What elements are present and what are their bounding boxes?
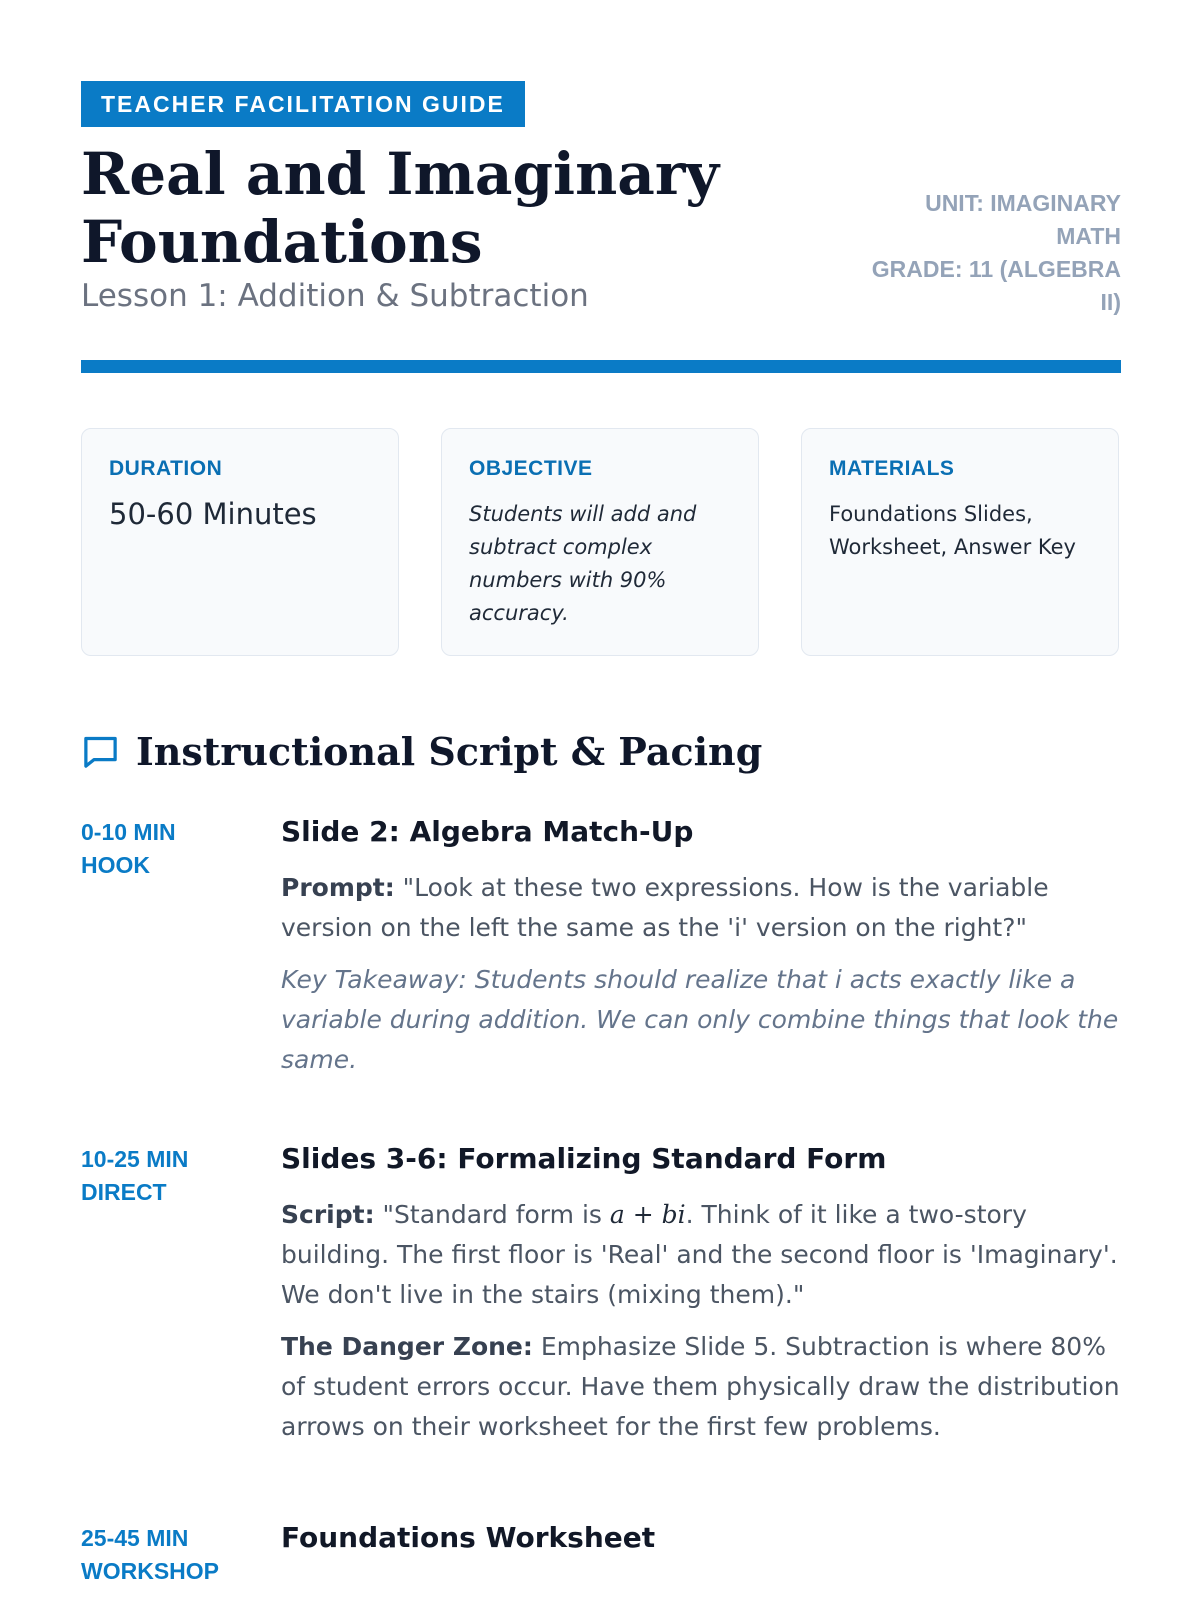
guide-type-badge: TEACHER FACILITATION GUIDE bbox=[81, 81, 525, 127]
time-label bbox=[81, 816, 251, 882]
block-content bbox=[281, 816, 1121, 1092]
lesson-subtitle: Lesson 1: Addition & Subtraction bbox=[81, 278, 589, 314]
prompt-paragraph bbox=[281, 868, 1121, 948]
objective-value: Students will add and subtract complex numbers with 90% accuracy. bbox=[469, 502, 697, 625]
materials-card bbox=[801, 428, 1119, 656]
script-text-start: "Standard form is bbox=[374, 1200, 610, 1229]
block-content bbox=[281, 1143, 1121, 1459]
prompt-label: Prompt: bbox=[281, 873, 395, 902]
section-title-text: Instructional Script & Pacing bbox=[136, 728, 763, 774]
unit-label: UNIT: IMAGINARY MATH bbox=[925, 190, 1121, 249]
time-range: 25-45 MIN bbox=[81, 1525, 189, 1551]
lesson-title: Real and Imaginary Foundations bbox=[81, 140, 720, 276]
time-label bbox=[81, 1143, 251, 1209]
time-range: 0-10 MIN bbox=[81, 819, 176, 845]
duration-card bbox=[81, 428, 399, 656]
block-title: Foundations Worksheet bbox=[281, 1521, 656, 1554]
phase-name: DIRECT bbox=[81, 1179, 167, 1205]
objective-card bbox=[441, 428, 759, 656]
objective-label: OBJECTIVE bbox=[469, 457, 593, 480]
unit-grade-meta bbox=[861, 187, 1121, 319]
time-range: 10-25 MIN bbox=[81, 1146, 189, 1172]
duration-value: 50-60 Minutes bbox=[109, 497, 317, 531]
block-content bbox=[281, 1522, 1121, 1574]
standard-form-math: a + bi bbox=[609, 1200, 686, 1229]
chat-bubble-icon bbox=[81, 732, 120, 771]
danger-zone-paragraph bbox=[281, 1327, 1121, 1447]
phase-name: HOOK bbox=[81, 852, 150, 878]
materials-value: Foundations Slides, Worksheet, Answer Key bbox=[829, 502, 1076, 559]
script-text-end: . Think of it like a two-story building. The first floor is 'Real' and the second floor is 'Imaginary'. We don't live in the stairs (mixing them)." bbox=[281, 1200, 1118, 1309]
script-paragraph bbox=[281, 1195, 1121, 1315]
time-label bbox=[81, 1522, 251, 1588]
prompt-text: "Look at these two expressions. How is the variable version on the left the same as the 'i' version on the right?" bbox=[281, 873, 1049, 942]
script-label: Script: bbox=[281, 1200, 375, 1229]
danger-zone-label: The Danger Zone: bbox=[281, 1332, 533, 1361]
takeaway-paragraph: Key Takeaway: Students should realize that i acts exactly like a variable during addition. We can only combine things that look the same. bbox=[281, 965, 1119, 1074]
section-heading bbox=[81, 723, 762, 779]
phase-name: WORKSHOP bbox=[81, 1558, 219, 1584]
grade-label: GRADE: 11 (ALGEBRA II) bbox=[871, 256, 1121, 315]
block-title: Slide 2: Algebra Match-Up bbox=[281, 815, 694, 848]
danger-zone-text: Emphasize Slide 5. Subtraction is where 80% of student errors occur. Have them physically draw the distribution arrows on their worksheet for the first few problems. bbox=[281, 1332, 1120, 1441]
materials-label: MATERIALS bbox=[829, 457, 955, 480]
duration-label: DURATION bbox=[109, 457, 223, 480]
block-title: Slides 3-6: Formalizing Standard Form bbox=[281, 1142, 887, 1175]
header-divider bbox=[81, 360, 1121, 373]
